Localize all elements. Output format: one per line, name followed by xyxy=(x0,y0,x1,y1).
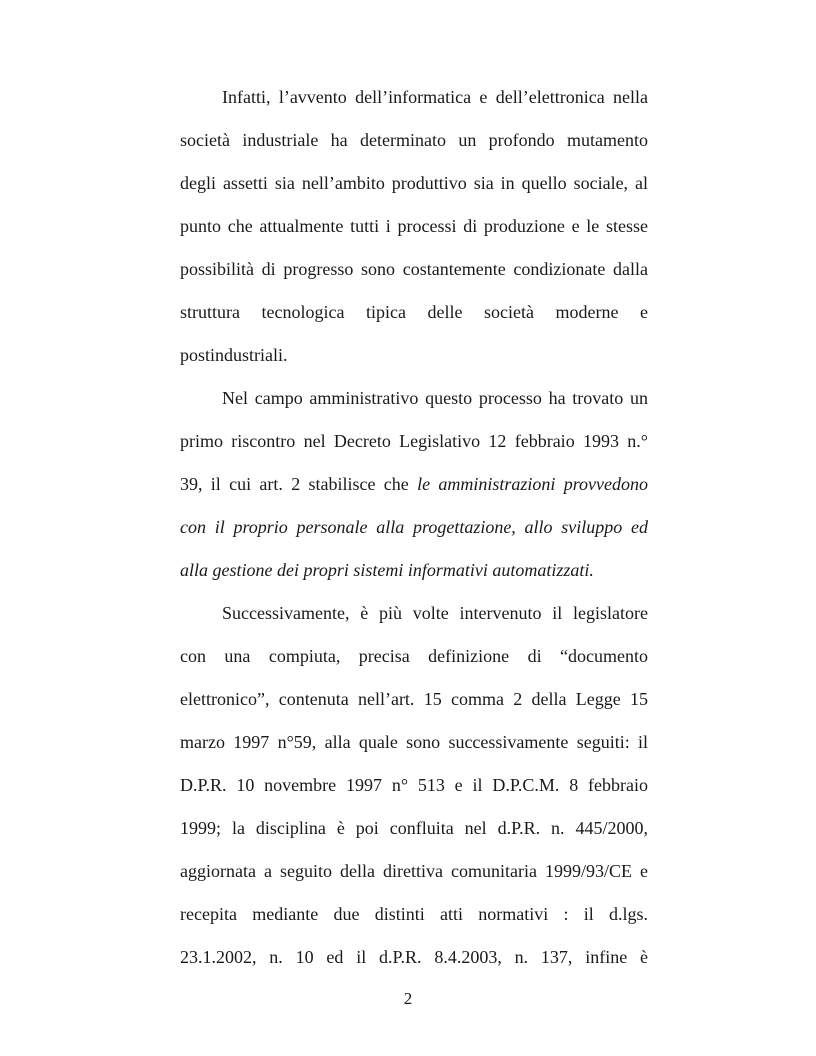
text-line: struttura tecnologica tipica delle società moderne e xyxy=(180,302,648,322)
quoted-law-text: le amministrazioni provvedono xyxy=(417,474,649,494)
text-line: postindustriali. xyxy=(180,345,288,365)
text-line xyxy=(180,473,648,495)
quoted-law-text: alla gestione dei propri sistemi informativi automatizzati. xyxy=(180,560,594,580)
text-line: degli assetti sia nell’ambito produttivo sia in quello sociale, al xyxy=(180,173,648,193)
text-line: Infatti, l’avvento dell’informatica e dell’elettronica nella xyxy=(222,87,648,107)
text-line: D.P.R. 10 novembre 1997 n° 513 e il D.P.C.M. 8 febbraio xyxy=(180,775,648,795)
text-line: 1999; la disciplina è poi confluita nel d.P.R. n. 445/2000, xyxy=(180,818,648,838)
text-line: Successivamente, è più volte intervenuto il legislatore xyxy=(222,603,648,623)
text-line: marzo 1997 n°59, alla quale sono successivamente seguiti: il xyxy=(180,732,648,752)
text-line: società industriale ha determinato un profondo mutamento xyxy=(180,130,648,150)
text-line: primo riscontro nel Decreto Legislativo 12 febbraio 1993 n.° xyxy=(180,431,648,451)
text-line xyxy=(180,516,648,538)
text-line xyxy=(180,559,648,581)
text-line: Nel campo amministrativo questo processo ha trovato un xyxy=(222,388,648,408)
text-line: recepita mediante due distinti atti normativi : il d.lgs. xyxy=(180,904,648,924)
text-line: possibilità di progresso sono costantemente condizionate dalla xyxy=(180,259,648,279)
text-line: aggiornata a seguito della direttiva comunitaria 1999/93/CE e xyxy=(180,861,648,881)
quoted-law-text: con il proprio personale alla progettazione, allo sviluppo ed xyxy=(180,517,648,537)
page-number: 2 xyxy=(403,989,413,1008)
text-line: punto che attualmente tutti i processi di produzione e le stesse xyxy=(180,216,648,236)
text-line: elettronico”, contenuta nell’art. 15 comma 2 della Legge 15 xyxy=(180,689,648,709)
text-segment: 39, il cui art. 2 stabilisce che xyxy=(180,474,418,494)
text-line: con una compiuta, precisa definizione di “documento xyxy=(180,646,648,666)
text-line: 23.1.2002, n. 10 ed il d.P.R. 8.4.2003, n. 137, infine è xyxy=(180,947,648,967)
